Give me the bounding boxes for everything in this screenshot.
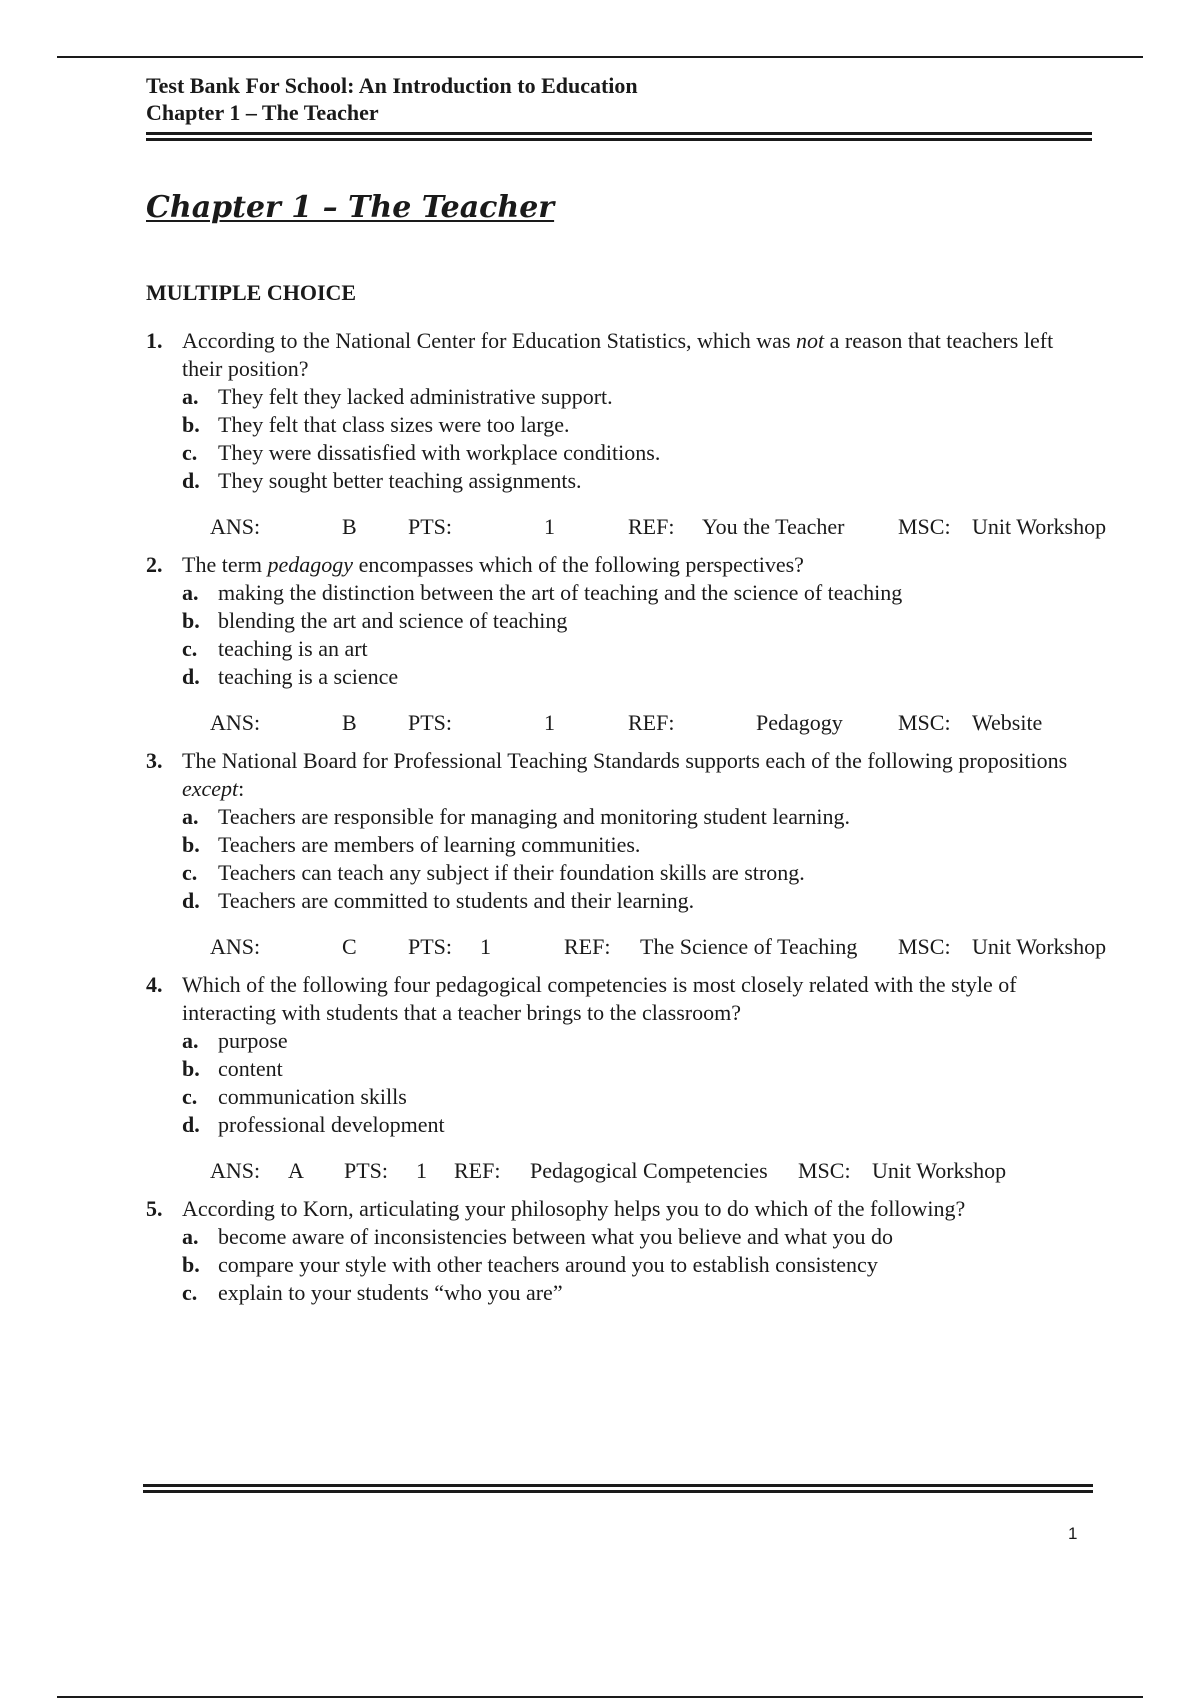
option-c: c. explain to your students “who you are”: [182, 1280, 563, 1305]
question-number: 3.: [146, 748, 163, 773]
emphasis: not: [796, 328, 825, 353]
option-a: a. purpose: [182, 1028, 288, 1053]
question-list: [146, 327, 1107, 1307]
running-header: [146, 72, 1092, 126]
header-book-title: Test Bank For School: An Introduction to Education: [146, 73, 638, 98]
msc-label: MSC:: [798, 1158, 851, 1183]
pts-label: PTS:: [344, 1158, 389, 1183]
option-b: b. compare your style with other teachers around you to establish consistency: [182, 1252, 878, 1277]
ref-value: Pedagogical Competencies: [530, 1158, 768, 1183]
question-number: 2.: [146, 552, 163, 577]
ans-label: ANS:: [210, 1158, 261, 1183]
pts-label: PTS:: [408, 710, 453, 735]
option-d: d. professional development: [182, 1112, 445, 1137]
question-3: [146, 747, 1107, 961]
answer-options: [182, 803, 1092, 915]
question-stem: The National Board for Professional Teaching Standards supports each of the following propositions except:: [182, 748, 1068, 801]
option-c: c. communication skills: [182, 1084, 407, 1109]
emphasis: pedagogy: [267, 552, 354, 577]
pts-value: 1: [480, 934, 491, 959]
question-stem: According to the National Center for Education Statistics, which was not a reason that teachers left their position?: [182, 328, 1054, 381]
question-stem: The term pedagogy encompasses which of the following perspectives?: [182, 552, 804, 577]
chapter-title: Chapter 1 – The Teacher: [146, 190, 555, 225]
ans-label: ANS:: [210, 934, 261, 959]
answer-options: [182, 579, 1092, 691]
section-heading: MULTIPLE CHOICE: [146, 280, 357, 305]
answer-options: [182, 1027, 1092, 1139]
msc-value: Website: [972, 710, 1043, 735]
ref-value: You the Teacher: [702, 514, 845, 539]
option-b: b. They felt that class sizes were too large.: [182, 412, 570, 437]
pts-value: 1: [416, 1158, 427, 1183]
pts-value: 1: [544, 514, 555, 539]
answer-options: [182, 1223, 1092, 1307]
ref-label: REF:: [628, 514, 675, 539]
document-body: [146, 72, 1107, 1307]
ref-label: REF:: [454, 1158, 501, 1183]
option-d: d. Teachers are committed to students and their learning.: [182, 888, 695, 913]
ref-label: REF:: [628, 710, 675, 735]
option-c: c. teaching is an art: [182, 636, 368, 661]
option-d: d. teaching is a science: [182, 664, 399, 689]
msc-label: MSC:: [898, 514, 951, 539]
msc-label: MSC:: [898, 710, 951, 735]
question-1: [146, 327, 1107, 541]
answer-metadata: [210, 933, 1107, 961]
question-number: 4.: [146, 972, 163, 997]
ans-value: B: [342, 514, 357, 539]
msc-value: Unit Workshop: [972, 934, 1107, 959]
ans-value: A: [288, 1158, 304, 1183]
ans-value: C: [342, 934, 357, 959]
option-d: d. They sought better teaching assignments.: [182, 468, 582, 493]
option-a: a. become aware of inconsistencies between what you believe and what you do: [182, 1224, 894, 1249]
pts-label: PTS:: [408, 514, 453, 539]
option-b: b. content: [182, 1056, 283, 1081]
msc-value: Unit Workshop: [972, 514, 1107, 539]
ans-label: ANS:: [210, 514, 261, 539]
option-a: a. They felt they lacked administrative support.: [182, 384, 613, 409]
answer-metadata: [210, 1157, 1092, 1185]
msc-value: Unit Workshop: [872, 1158, 1007, 1183]
emphasis: except: [182, 776, 239, 801]
pts-value: 1: [544, 710, 555, 735]
question-stem: According to Korn, articulating your philosophy helps you to do which of the following?: [182, 1196, 966, 1221]
footer-double-rule: [143, 1484, 1093, 1493]
ref-value: The Science of Teaching: [640, 934, 858, 959]
question-number: 5.: [146, 1196, 163, 1221]
ans-label: ANS:: [210, 710, 261, 735]
option-b: b. blending the art and science of teaching: [182, 608, 568, 633]
question-5: [146, 1195, 1092, 1307]
pts-label: PTS:: [408, 934, 453, 959]
question-stem: Which of the following four pedagogical competencies is most closely related with the style of interacting with students that a teacher brings to the classroom?: [182, 972, 1017, 1025]
page-number: 1: [1068, 1524, 1078, 1543]
question-2: [146, 551, 1092, 737]
option-a: a. making the distinction between the art of teaching and the science of teaching: [182, 580, 903, 605]
option-c: c. Teachers can teach any subject if their foundation skills are strong.: [182, 860, 805, 885]
page-top-rule: [57, 56, 1143, 58]
option-a: a. Teachers are responsible for managing and monitoring student learning.: [182, 804, 850, 829]
header-chapter: Chapter 1 – The Teacher: [146, 100, 379, 125]
question-4: [146, 971, 1092, 1185]
ans-value: B: [342, 710, 357, 735]
ref-value: Pedagogy: [756, 710, 843, 735]
answer-metadata: [210, 709, 1092, 737]
msc-label: MSC:: [898, 934, 951, 959]
page-bottom-rule: [57, 1696, 1143, 1698]
option-c: c. They were dissatisfied with workplace conditions.: [182, 440, 661, 465]
option-b: b. Teachers are members of learning communities.: [182, 832, 641, 857]
answer-options: [182, 383, 1092, 495]
question-number: 1.: [146, 328, 163, 353]
header-double-rule: [146, 132, 1092, 141]
ref-label: REF:: [564, 934, 611, 959]
answer-metadata: [210, 513, 1107, 541]
